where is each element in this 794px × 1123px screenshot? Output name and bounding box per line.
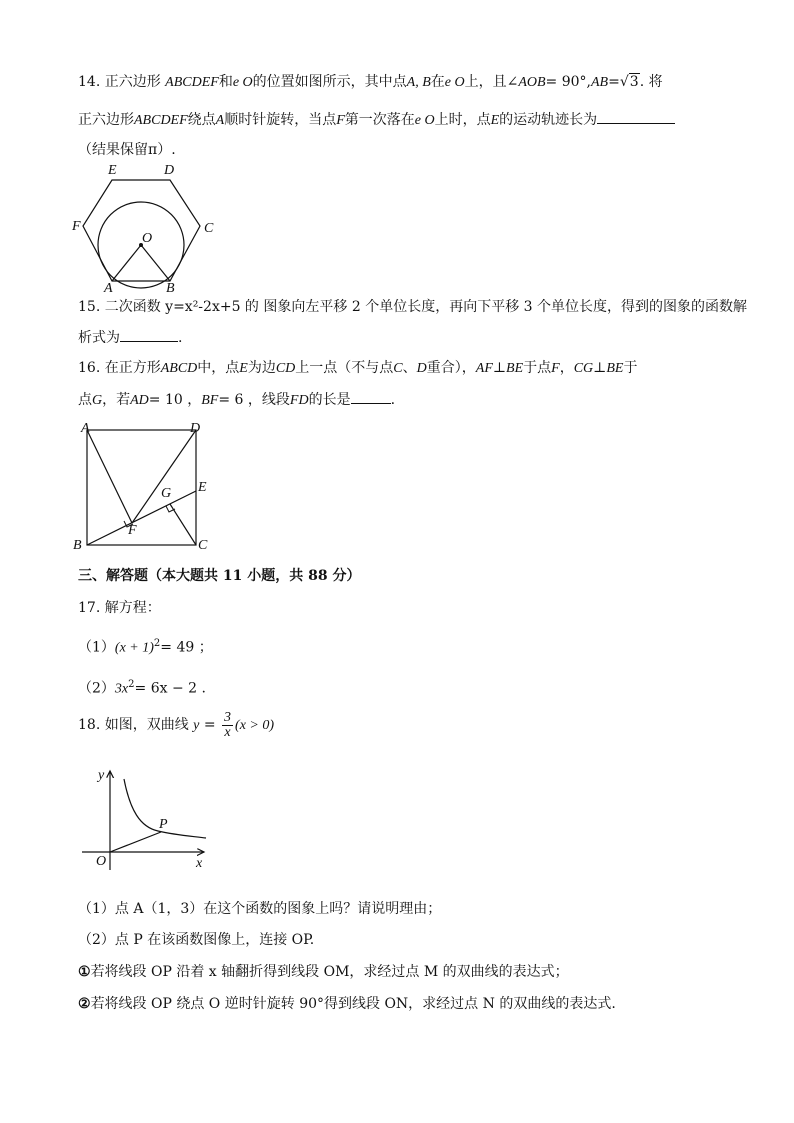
square-abcd	[87, 430, 196, 545]
q18-sub-2: ②若将线段 OP 绕点 O 逆时针旋转 90°得到线段 ON，求经过点 N 的双曲线的表达式.	[78, 996, 616, 1012]
label-a: A	[104, 281, 113, 295]
segment-fd	[132, 430, 196, 523]
answer-blank-q14[interactable]	[597, 109, 675, 124]
label-p: P	[159, 817, 168, 832]
label-x: x	[196, 856, 203, 871]
label-f: F	[128, 523, 137, 538]
label-e: E	[108, 163, 117, 178]
segment-ob	[141, 245, 170, 281]
label-o: O	[96, 854, 107, 869]
fraction-3-over-x: $\frac{3}{x}$	[224, 709, 232, 740]
q15-line-2: 析式为 .	[78, 327, 182, 348]
label-b: B	[73, 538, 82, 553]
q18-hyperbola-figure	[80, 765, 210, 875]
label-c: C	[204, 221, 214, 236]
q14-line-1: 14. 正六边形 ABCDEF和e O的位置如图所示，其中点A, B在e O上，且∠AOB= 90°,AB=√3. 将	[78, 74, 663, 90]
segment-cg	[170, 504, 196, 545]
q15-line-1: 15. 二次函数 y=x²-2x+5 的 图象向左平移 2 个单位长度，再向下平移 3 个单位长度，得到的图象的函数解	[78, 299, 747, 315]
label-a: A	[81, 421, 90, 436]
q18-intro: 18. 如图，双曲线 y = $\frac{3}{x}$ (x > 0)	[78, 709, 275, 740]
label-b: B	[166, 281, 175, 295]
q17-title: 17. 解方程：	[78, 600, 161, 616]
q16-line-1: 16. 在正方形ABCD中，点E为边CD上一点（不与点C、D重合），AF⊥BE于点F，CG⊥BE于	[78, 360, 638, 376]
segment-af	[87, 430, 132, 523]
label-o: O	[142, 231, 153, 246]
label-g: G	[161, 486, 172, 501]
label-f: F	[72, 219, 81, 234]
q16-square-figure	[70, 418, 220, 558]
q17-part-1: $(1)(x + 1)^2= 49$ ；	[78, 638, 213, 656]
q18-part-2: （2）点 P 在该函数图像上，连接 OP.	[78, 932, 315, 948]
label-d: D	[164, 163, 175, 178]
label-y: y	[98, 768, 105, 783]
label-c: C	[198, 538, 208, 553]
label-e: E	[198, 480, 207, 495]
q18-part-1: （1）点 A（1，3）在这个函数的图象上吗？请说明理由；	[78, 901, 442, 917]
q14-line-2: 正六边形ABCDEF绕点A顺时针旋转，当点F第一次落在e O上时，点E的运动轨迹长为	[78, 109, 675, 131]
answer-blank-q16[interactable]	[351, 389, 391, 404]
label-d: D	[190, 421, 201, 436]
segment-oa	[112, 245, 141, 281]
q16-line-2: 点G，若AD= 10 ，BF= 6 ，线段FD的长是 .	[78, 389, 395, 411]
q18-sub-1: ①若将线段 OP 沿着 x 轴翻折得到线段 OM，求经过点 M 的双曲线的表达式；	[78, 964, 569, 980]
q17-part-2: $(2)3x^2= 6x - 2$ .	[78, 679, 206, 697]
q14-hexagon-figure	[70, 160, 220, 295]
section-3-heading: 三、解答题（本大题共 11 小题，共 88 分）	[78, 568, 361, 584]
segment-op	[110, 832, 161, 852]
q14-line-3: （结果保留π）.	[78, 142, 176, 158]
answer-blank-q15[interactable]	[120, 327, 178, 342]
segment-be	[87, 491, 196, 545]
